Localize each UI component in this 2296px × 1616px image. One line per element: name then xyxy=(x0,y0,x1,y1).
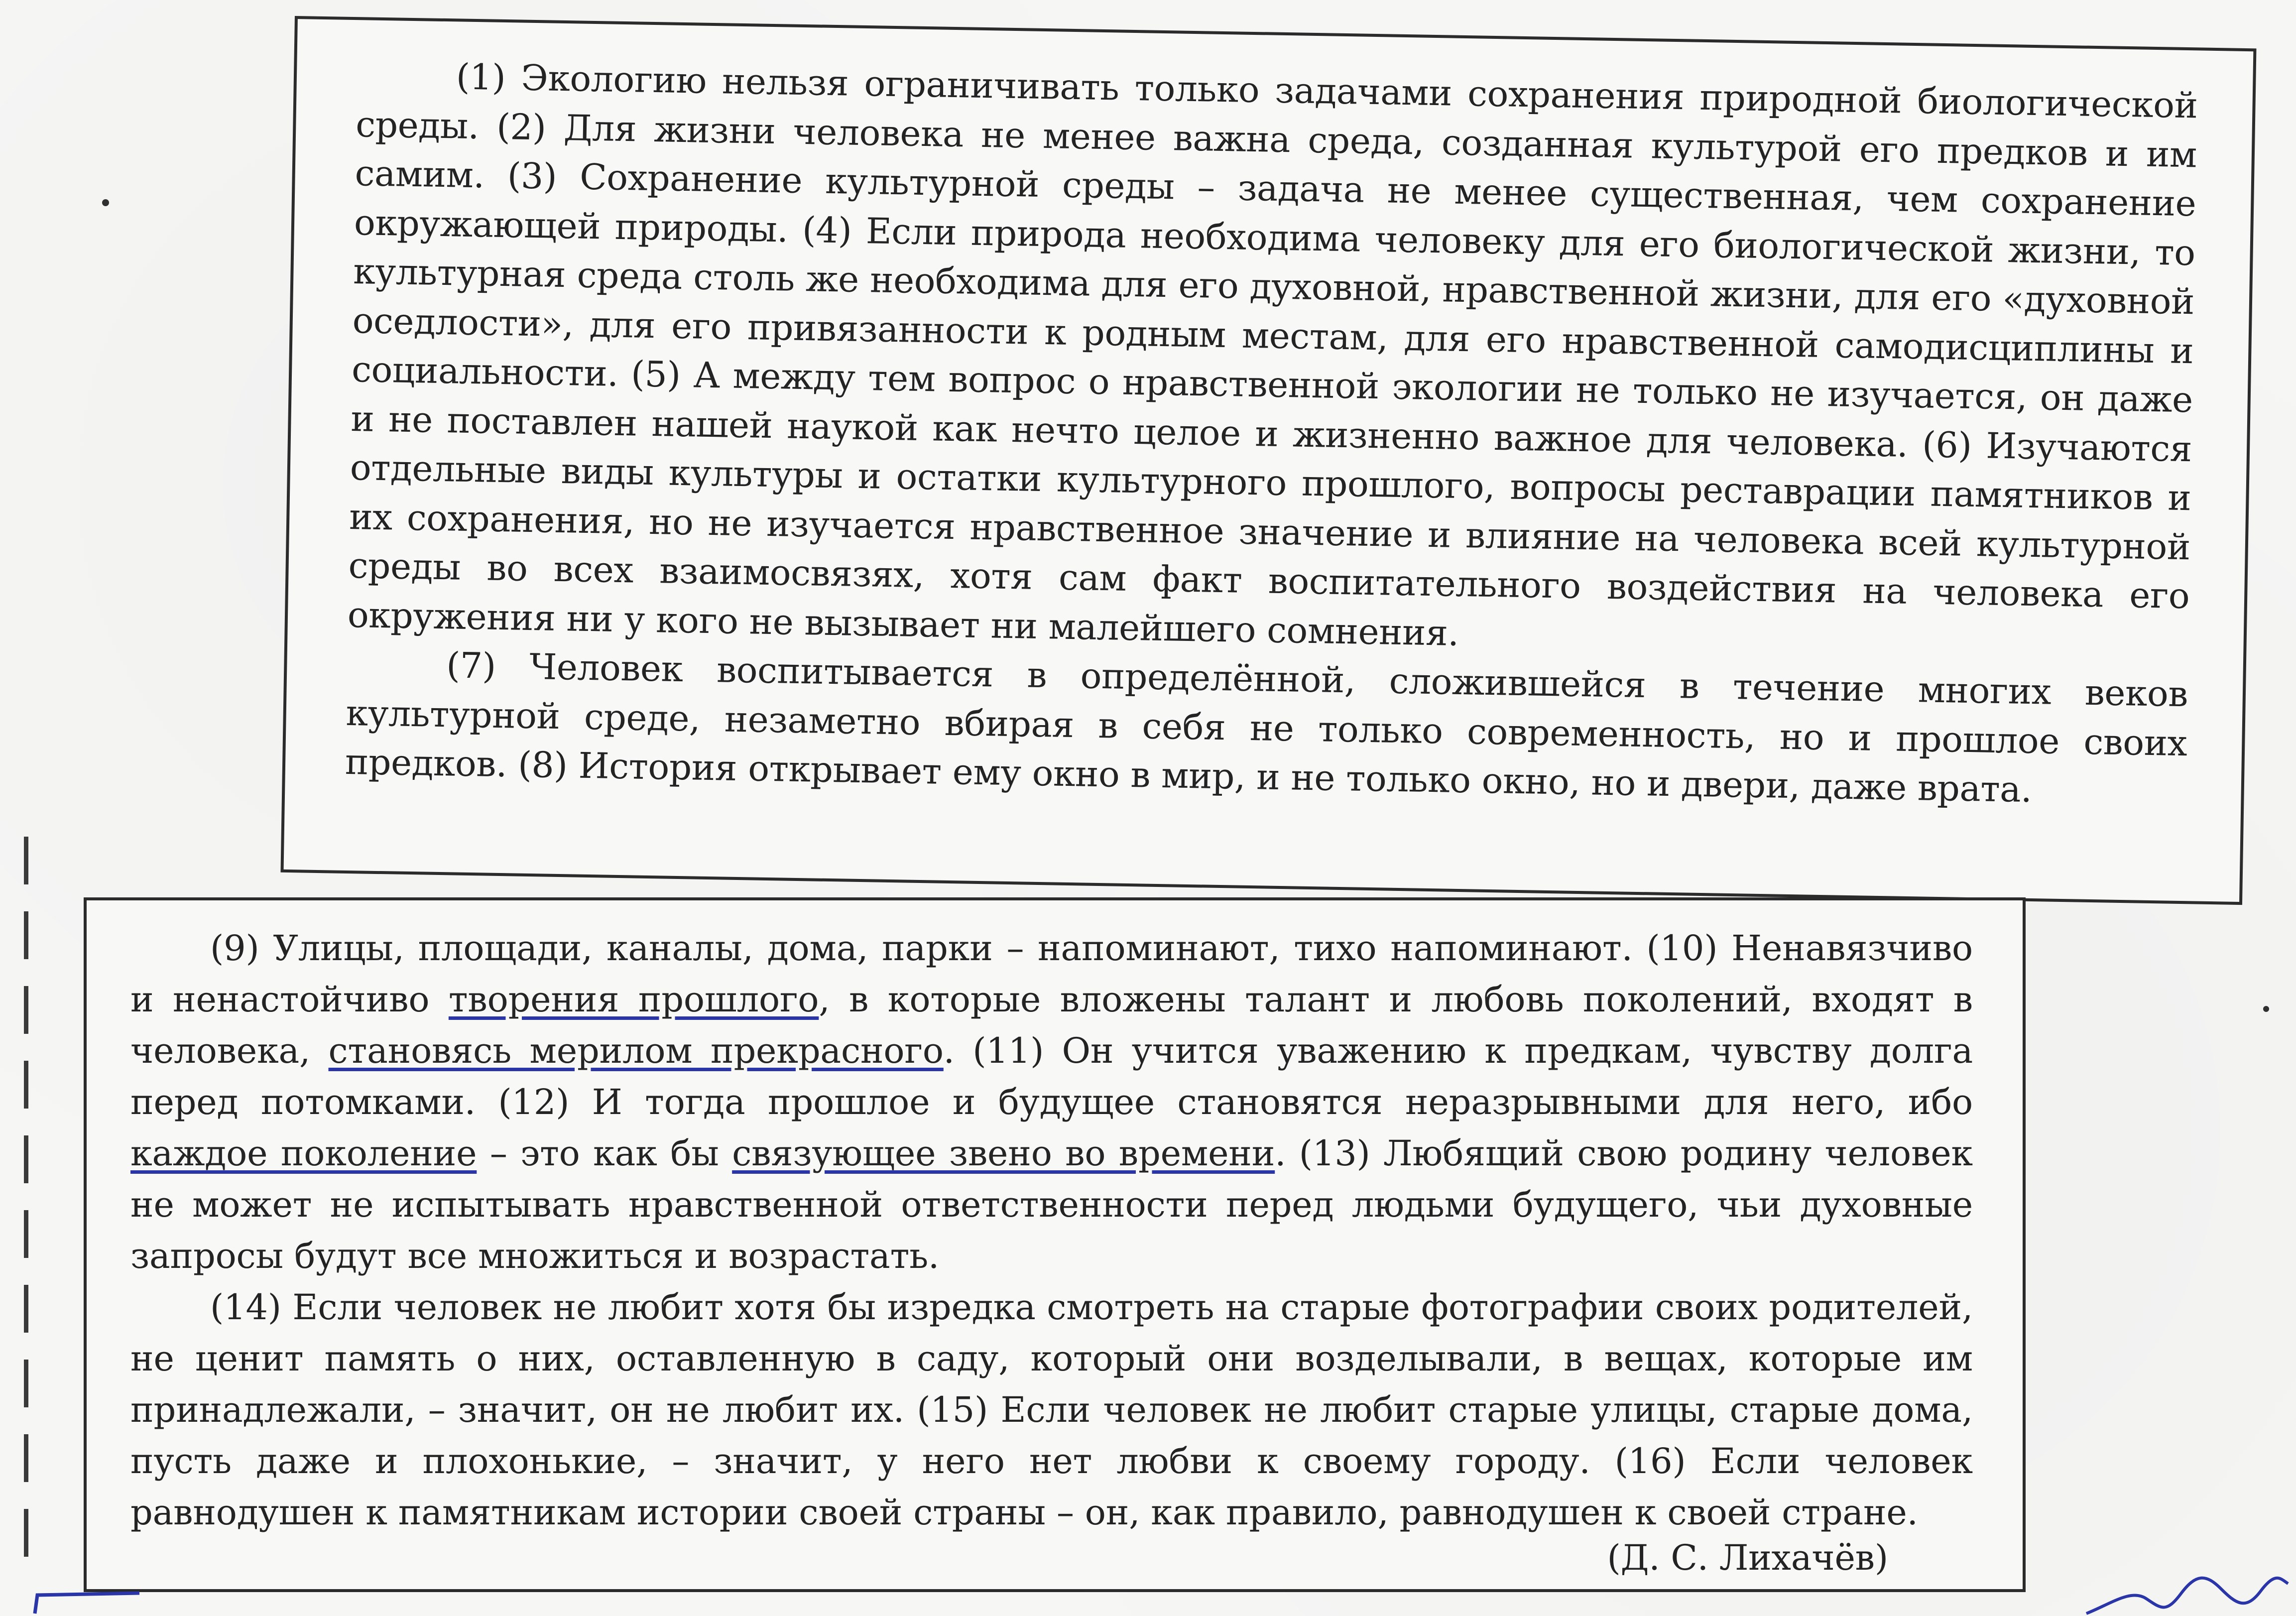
margin-dash xyxy=(24,1061,28,1109)
paragraph: (7) Человек воспитывается в определённой, сложившейся в течение многих веков культурной среде, незаметно вбирая в себя не только современность, но и прошлое своих предков. (8) История открывает ему окно в мир, и не только окно, но и двери, даже врата. xyxy=(345,644,2188,811)
margin-dash xyxy=(24,1135,28,1183)
underlined-phrase: каждое поколение xyxy=(130,1133,477,1174)
margin-dash xyxy=(24,911,28,959)
text-run: . (11) Он учится уважению к предкам, чувству долга перед потомками. (12) И тогда прошлое и будущее становятся неразрывными для него, ибо xyxy=(130,1030,1973,1122)
margin-dash xyxy=(24,1360,28,1407)
pen-scribble xyxy=(30,1591,159,1616)
stray-dot xyxy=(102,199,109,206)
paragraph xyxy=(130,923,1973,1282)
pen-scribble xyxy=(2081,1569,2291,1616)
margin-dash xyxy=(24,1285,28,1333)
margin-dash xyxy=(24,986,28,1034)
bottom-text-clipping xyxy=(84,897,2026,1592)
margin-dash xyxy=(24,1509,28,1557)
margin-dash xyxy=(24,837,28,884)
author-signature: (Д. С. Лихачёв) xyxy=(1607,1537,1888,1578)
margin-dash xyxy=(24,1434,28,1482)
paragraph: (1) Экологию нельзя ограничивать только задачами сохранения природной биологической среды. (2) Для жизни человека не менее важна среда, созданная культурой его предков и им самим. (3) Сохранение культурной среды – задача не менее существенная, чем сохранение окружающей природы. (4) Если природа необходима человеку для его биологической жизни, то культурная среда столь же необходима для его духовной, нравственной жизни, для его «духовной оседлости», для его привязанности к родным местам, для его нравственной самодисциплины и социальности. (5) А между тем вопрос о нравственной экологии не только не изучается, он даже и не поставлен нашей наукой как нечто целое и жизненно важное для человека. (6) Изучаются отдельные виды культуры и остатки культурного прошлого, вопросы реставрации памятников и их сохранения, но не изучается нравственное значение и влияние на человека всей культурной среды во всех взаимосвязях, хотя сам факт воспитательного воздействия на человека его окружения ни у кого не вызывает ни малейшего сомнения. xyxy=(347,56,2198,654)
stray-dot xyxy=(2263,1006,2269,1012)
underlined-phrase: становясь мерилом прекрасного xyxy=(328,1030,944,1071)
top-text-clipping xyxy=(280,16,2256,905)
text-run: , в которые вложены талант и любовь поколений, входят в человека, xyxy=(130,979,1973,1071)
margin-dash xyxy=(24,1210,28,1258)
text-run: . (13) Любящий свою родину человек не может не испытывать нравственной ответственности перед людьми будущего, чьи духовные запросы будут все множиться и возрастать. xyxy=(130,1133,1973,1276)
paragraph: (14) Если человек не любит хотя бы изредка смотреть на старые фотографии своих родителей, не ценит память о них, оставленную в саду, который они возделывали, в вещах, которые им принадлежали, – значит, он не любит их. (15) Если человек не любит старые улицы, старые дома, пусть даже и плохонькие, – значит, у него нет любви к своему городу. (16) Если человек равнодушен к памятникам истории своей страны – он, как правило, равнодушен к своей стране. xyxy=(130,1287,1973,1533)
text-run: (9) Улицы, площади, каналы, дома, парки – напоминают, тихо напоминают. (10) Ненавязчиво и ненастойчиво xyxy=(130,928,1973,1020)
text-run: – это как бы xyxy=(477,1133,732,1174)
underlined-phrase: связующее звено во времени xyxy=(732,1133,1275,1174)
underlined-phrase: творения прошлого xyxy=(448,979,819,1020)
